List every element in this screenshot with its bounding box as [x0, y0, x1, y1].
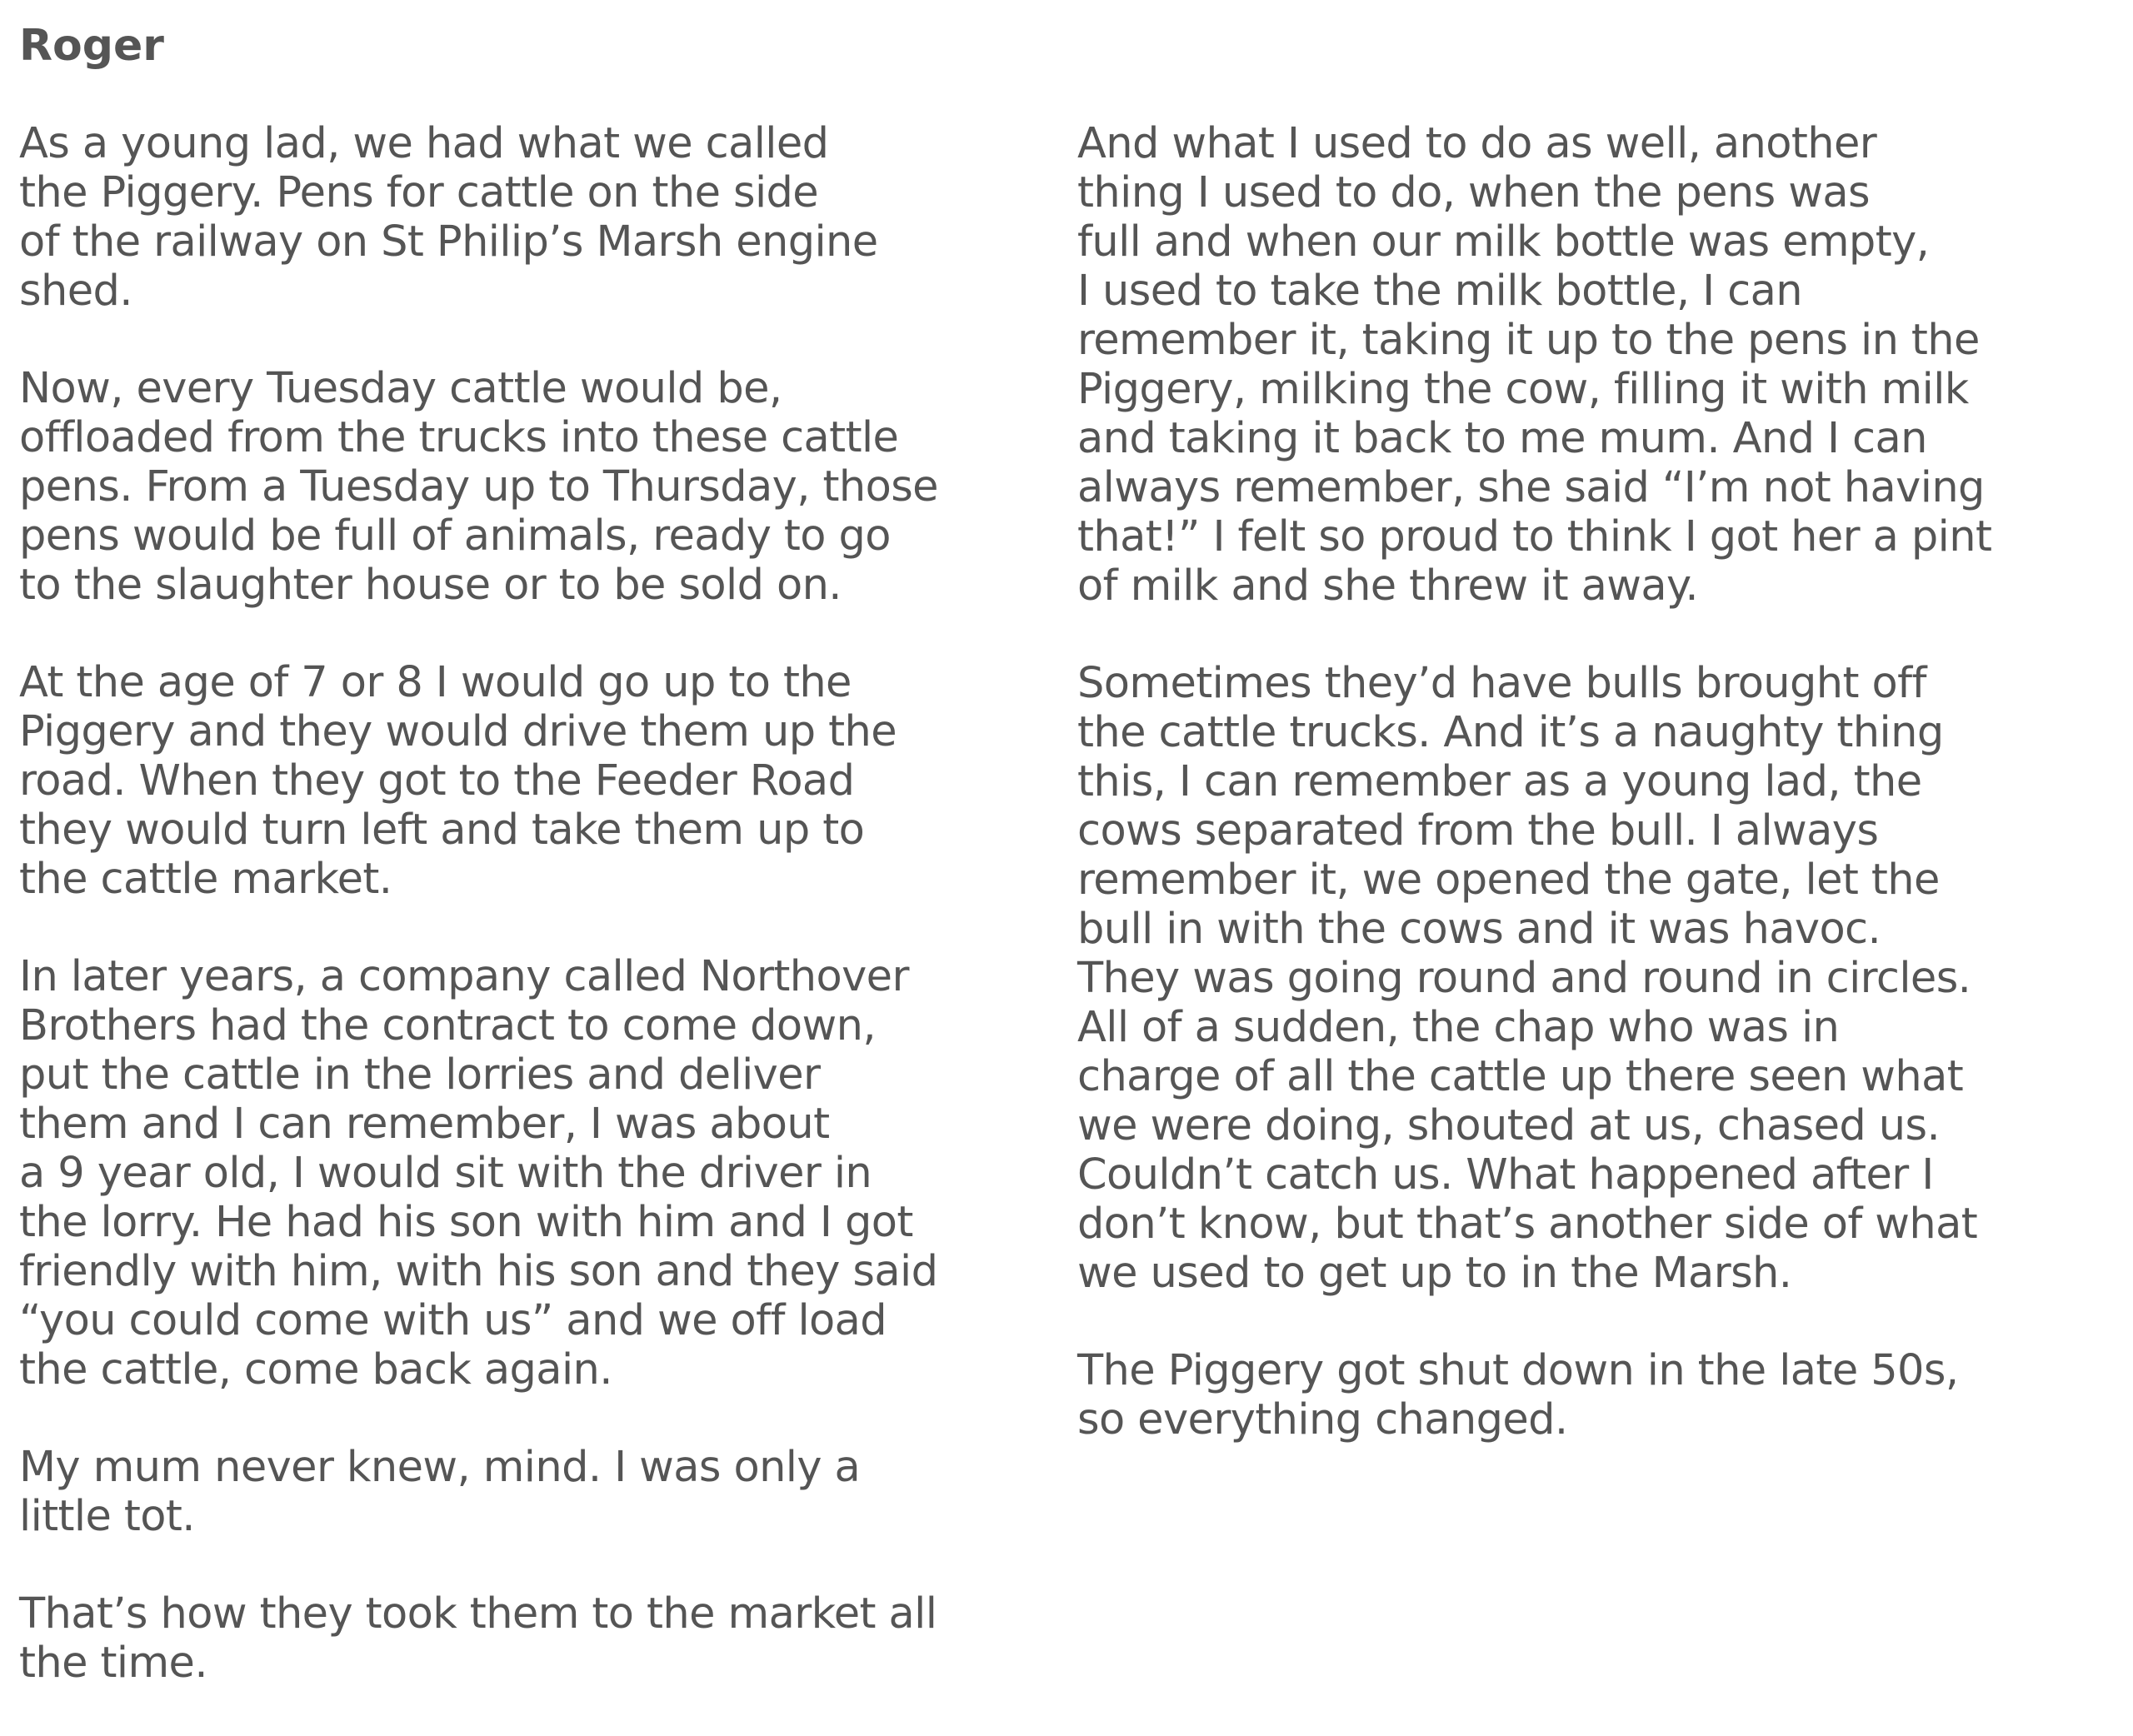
text-line: remember it, we opened the gate, let the	[1077, 856, 1940, 905]
text-line: the cattle trucks. And it’s a naughty thing	[1077, 708, 1944, 757]
text-line: road. When they got to the Feeder Road	[19, 756, 855, 806]
text-line: of the railway on St Philip’s Marsh engine	[19, 217, 878, 267]
text-line: cows separated from the bull. I always	[1077, 806, 1879, 856]
text-line: Brothers had the contract to come down,	[19, 1001, 876, 1050]
text-line: they would turn left and take them up to	[19, 806, 865, 855]
text-line: charge of all the cattle up there seen what	[1077, 1052, 1964, 1101]
text-line: pens. From a Tuesday up to Thursday, those	[19, 462, 938, 511]
text-line: always remember, she said “I’m not having	[1077, 463, 1985, 512]
text-line: the Piggery. Pens for cattle on the side	[19, 168, 819, 217]
paragraph	[19, 1443, 1061, 1541]
text-line: little tot.	[19, 1492, 195, 1541]
paragraph	[1077, 659, 2127, 1298]
text-line: friendly with him, with his son and they said	[19, 1247, 938, 1296]
paragraph	[19, 119, 1061, 316]
text-line: them and I can remember, I was about	[19, 1100, 830, 1149]
text-line: the time.	[19, 1639, 207, 1688]
text-line: to the slaughter house or to be sold on.	[19, 561, 842, 610]
text-line: At the age of 7 or 8 I would go up to the	[19, 658, 852, 707]
text-line: They was going round and round in circles.	[1077, 954, 1971, 1003]
text-line: the cattle market.	[19, 855, 392, 904]
text-line: and taking it back to me mum. And I can	[1077, 414, 1927, 463]
text-line: shed.	[19, 267, 132, 316]
right-column	[1077, 119, 2127, 1493]
text-line: this, I can remember as a young lad, the	[1077, 757, 1922, 806]
paragraph	[19, 658, 1061, 904]
text-line: we were doing, shouted at us, chased us.	[1077, 1101, 1941, 1150]
text-line: I used to take the milk bottle, I can	[1077, 267, 1802, 316]
text-line: we used to get up to in the Marsh.	[1077, 1249, 1792, 1298]
text-line: bull in with the cows and it was havoc.	[1077, 905, 1881, 954]
text-line: don’t know, but that’s another side of what	[1077, 1200, 1978, 1249]
text-line: Piggery and they would drive them up the	[19, 707, 897, 756]
text-line: a 9 year old, I would sit with the driver in	[19, 1149, 872, 1198]
paragraph	[1077, 1346, 2127, 1444]
text-line: put the cattle in the lorries and deliver	[19, 1050, 821, 1100]
text-line: In later years, a company called Northover	[19, 952, 909, 1001]
text-line: the lorry. He had his son with him and I got	[19, 1198, 913, 1247]
text-line: My mum never knew, mind. I was only a	[19, 1443, 861, 1492]
paragraph	[19, 364, 1061, 610]
paragraph	[19, 952, 1061, 1394]
text-line: pens would be full of animals, ready to go	[19, 511, 891, 561]
text-line: that!” I felt so proud to think I got her a pint	[1077, 512, 1992, 561]
paragraph	[1077, 119, 2127, 611]
text-line: All of a sudden, the chap who was in	[1077, 1003, 1840, 1052]
text-line: remember it, taking it up to the pens in the	[1077, 316, 1980, 365]
text-line: That’s how they took them to the market all	[19, 1589, 937, 1639]
text-line: Couldn’t catch us. What happened after I	[1077, 1150, 1934, 1200]
text-line: offloaded from the trucks into these cattle	[19, 413, 899, 462]
text-line: As a young lad, we had what we called	[19, 119, 829, 168]
text-line: Now, every Tuesday cattle would be,	[19, 364, 782, 413]
text-line: thing I used to do, when the pens was	[1077, 168, 1870, 217]
text-line: Sometimes they’d have bulls brought off	[1077, 659, 1926, 708]
text-line: The Piggery got shut down in the late 50s,	[1077, 1346, 1959, 1395]
text-line: full and when our milk bottle was empty,	[1077, 217, 1930, 267]
paragraph	[19, 1589, 1061, 1688]
left-column	[19, 119, 1061, 1736]
text-line: the cattle, come back again.	[19, 1345, 612, 1394]
text-line: And what I used to do as well, another	[1077, 119, 1877, 168]
text-line: of milk and she threw it away.	[1077, 561, 1698, 611]
text-line: “you could come with us” and we off load	[19, 1296, 887, 1345]
text-line: Piggery, milking the cow, filling it with milk	[1077, 365, 1969, 414]
text-line: so everything changed.	[1077, 1395, 1568, 1444]
speaker-name: Roger	[19, 21, 164, 71]
